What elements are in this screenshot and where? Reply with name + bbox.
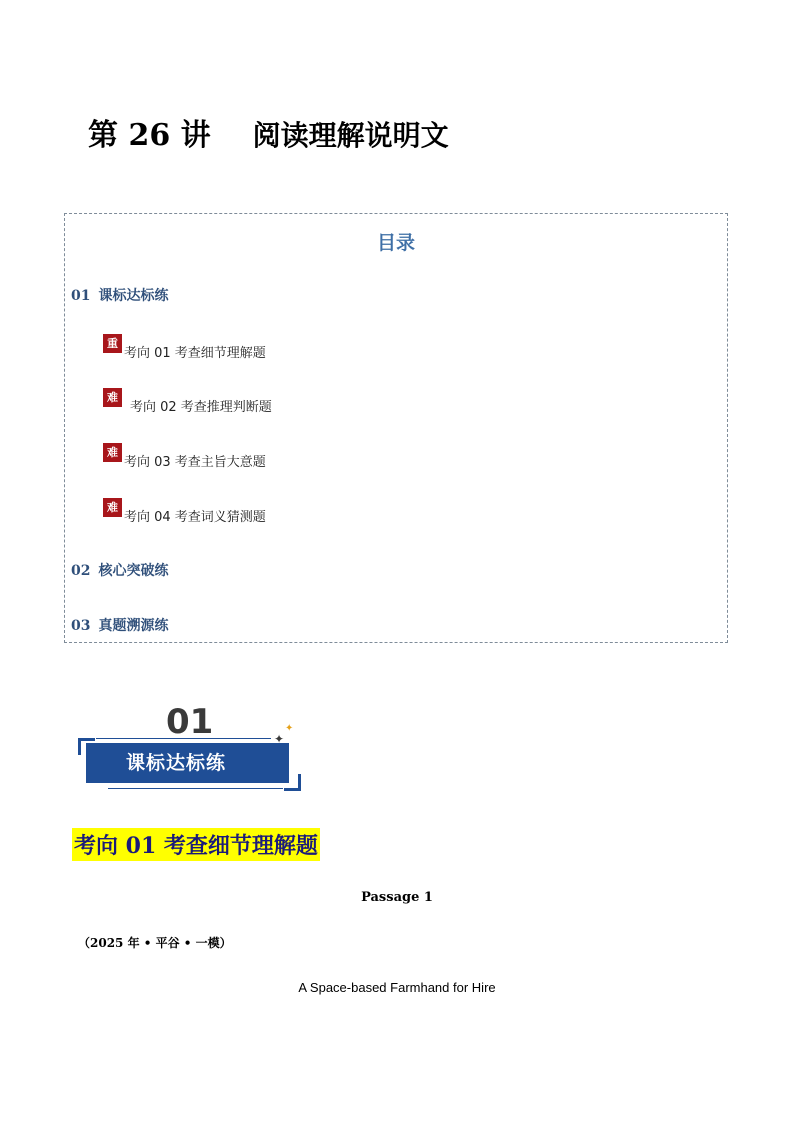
difficult-badge: 难 [103,443,122,462]
toc-item-kaoxiang-01[interactable] [103,337,266,361]
toc-section-number: 01 [71,288,91,304]
lecture-topic: 阅读理解说明文 [252,119,449,152]
kaoxiang-heading: 考向 01 考查细节理解题 [72,828,320,861]
toc-item-label: 考向 04 考查词义猜测题 [124,510,266,525]
article-title: A Space-based Farmhand for Hire [298,980,496,995]
difficult-badge: 难 [103,498,122,517]
toc-section-label: 课标达标练 [98,288,169,304]
toc-section-number: 03 [71,618,91,634]
section-banner-label: 课标达标练 [86,743,289,783]
toc-item-kaoxiang-03[interactable] [103,446,266,470]
toc-section-01[interactable] [71,285,168,305]
lecture-number: 第 26 讲 [88,118,211,153]
banner-line-top [96,738,271,739]
toc-section-number: 02 [71,563,91,579]
toc-item-kaoxiang-04[interactable] [103,501,266,525]
source-note: （2025 年 • 平谷 • 一模） [78,936,232,950]
toc-section-label: 真题溯源练 [98,618,169,634]
banner-line-bottom [108,788,283,789]
section-banner-number: 01 [166,702,214,742]
corner-bracket-bottom-right [284,774,301,791]
sparkle-icon: ✦ [285,723,294,734]
sparkle-icon: ✦ [274,732,285,746]
toc-heading: 目录 [376,232,415,254]
section-banner [78,702,302,794]
difficult-badge: 难 [103,388,122,407]
table-of-contents [64,213,728,643]
key-badge: 重 [103,334,122,353]
toc-section-02[interactable] [71,560,168,580]
toc-item-label: 考向 02 考查推理判断题 [130,400,272,415]
passage-label: Passage 1 [361,890,433,905]
toc-section-label: 核心突破练 [98,563,169,579]
toc-item-label: 考向 01 考查细节理解题 [124,346,266,361]
toc-section-03[interactable] [71,615,168,635]
toc-item-label: 考向 03 考查主旨大意题 [124,455,266,470]
page-title [88,110,449,154]
toc-item-kaoxiang-02[interactable] [103,391,272,415]
